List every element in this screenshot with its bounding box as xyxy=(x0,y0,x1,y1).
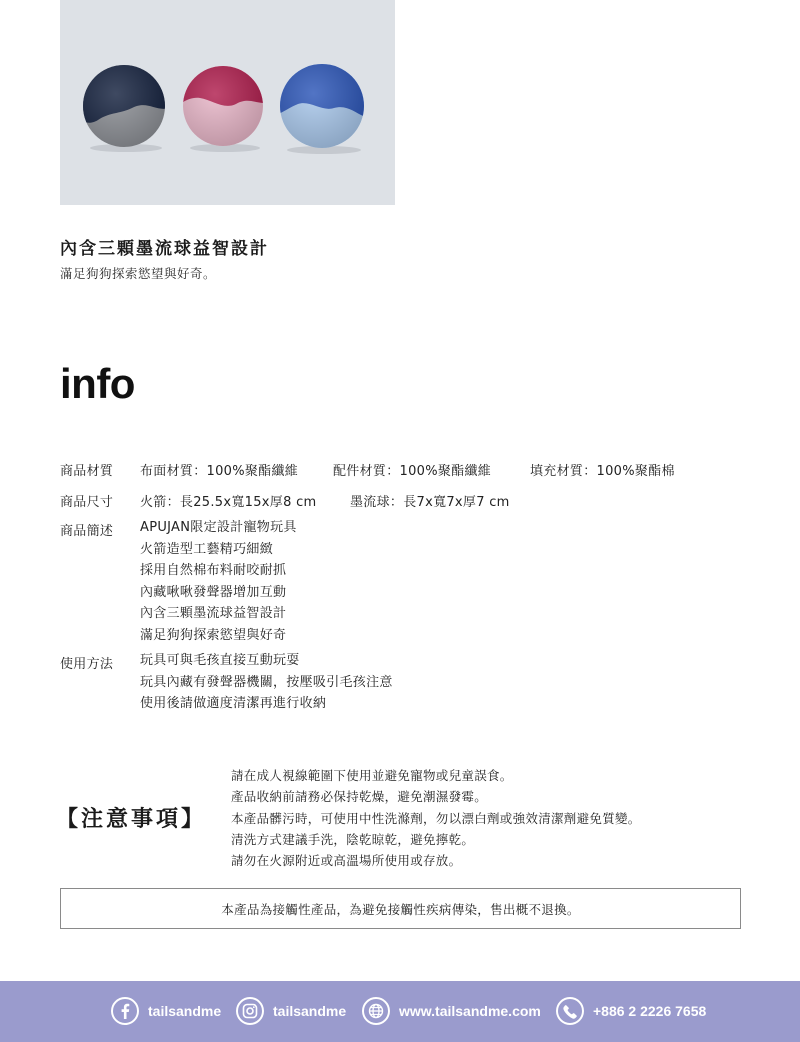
spec-material-row xyxy=(60,460,740,478)
description-line: 滿足狗狗探索慾望與好奇 xyxy=(140,627,287,643)
footer-website-link[interactable] xyxy=(362,996,541,1026)
phone-label: +886 2 2226 7658 xyxy=(593,1003,707,1019)
footer-instagram-link[interactable] xyxy=(236,996,346,1026)
return-policy-text: 本產品為接觸性產品，為避免接觸性疾病傳染，售出概不退換。 xyxy=(221,901,580,917)
notice-line: 請勿在火源附近或高溫場所使用或存放。 xyxy=(231,853,462,869)
navy-grey-ball xyxy=(80,60,170,155)
feature-subtitle: 滿足狗狗探索慾望與好奇。 xyxy=(60,266,217,281)
instagram-icon xyxy=(236,997,264,1025)
phone-icon xyxy=(556,997,584,1025)
notice-line: 產品收納前請務必保持乾燥，避免潮濕發霉。 xyxy=(231,789,488,805)
spec-size-ball: 墨流球：長7x寬7x厚7 cm xyxy=(350,495,510,510)
description-line: 內含三顆墨流球益智設計 xyxy=(140,606,287,621)
instagram-label: tailsandme xyxy=(273,1003,347,1019)
facebook-icon xyxy=(111,997,139,1025)
feature-title: 內含三顆墨流球益智設計 xyxy=(60,239,269,259)
website-label: www.tailsandme.com xyxy=(399,1003,541,1019)
notice-lines xyxy=(231,768,641,874)
spec-description-lines xyxy=(140,520,297,649)
notice-title: 【注意事項】 xyxy=(56,807,207,832)
blue-lightblue-ball xyxy=(278,60,368,155)
spec-usage-lines xyxy=(140,653,393,718)
usage-line: 玩具可與毛孩直接互動玩耍 xyxy=(140,653,300,668)
facebook-label: tailsandme xyxy=(148,1003,222,1019)
spec-usage-row xyxy=(60,653,740,719)
usage-line: 使用後請做適度清潔再進行收納 xyxy=(140,696,327,711)
spec-size-label: 商品尺寸 xyxy=(60,495,114,510)
footer-facebook-link[interactable] xyxy=(111,996,221,1026)
notice-line: 請在成人視線範圍下使用並避免寵物或兒童誤食。 xyxy=(231,768,513,783)
description-line: APUJAN限定設計寵物玩具 xyxy=(140,520,297,535)
spec-size-row xyxy=(60,491,740,509)
footer-phone-link[interactable] xyxy=(556,996,706,1026)
ink-balls-illustration xyxy=(60,0,395,205)
spec-fabric: 布面材質：100%聚酯纖維 xyxy=(140,464,299,479)
footer-bar xyxy=(0,981,800,1042)
product-photo xyxy=(60,0,395,205)
description-line: 火箭造型工藝精巧細緻 xyxy=(140,541,274,557)
spec-description-row xyxy=(60,520,740,650)
notice-line: 清洗方式建議手洗，陰乾晾乾，避免擰乾。 xyxy=(231,831,475,847)
usage-line: 玩具內藏有發聲器機關，按壓吸引毛孩注意 xyxy=(140,674,393,690)
notice-line: 本產品髒污時，可使用中性洗滌劑，勿以漂白劑或強效清潔劑避免質變。 xyxy=(231,810,641,826)
magenta-pink-ball xyxy=(180,60,270,155)
spec-description-label: 商品簡述 xyxy=(60,524,114,539)
spec-material-label: 商品材質 xyxy=(60,464,114,479)
spec-filling: 填充材質：100%聚酯棉 xyxy=(530,464,675,479)
spec-size-rocket: 火箭：長25.5x寬15x厚8 cm xyxy=(140,495,317,510)
description-line: 採用自然棉布料耐咬耐抓 xyxy=(140,563,287,578)
description-line: 內藏啾啾發聲器增加互動 xyxy=(140,584,287,600)
globe-icon xyxy=(362,997,390,1025)
info-heading: info xyxy=(60,360,135,407)
spec-usage-label: 使用方法 xyxy=(60,657,114,672)
spec-parts: 配件材質：100%聚酯纖維 xyxy=(333,464,492,479)
return-policy-box xyxy=(60,888,741,929)
